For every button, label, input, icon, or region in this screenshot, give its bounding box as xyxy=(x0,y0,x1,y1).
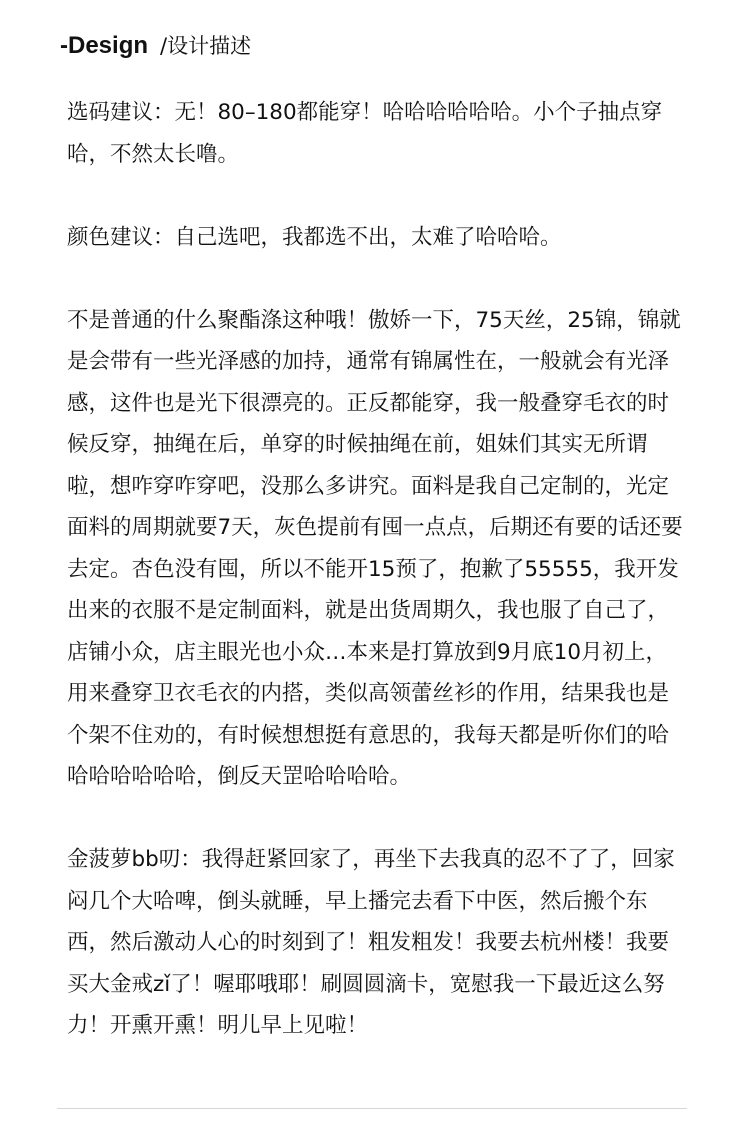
size-advice-paragraph: 选码建议：无！80–180都能穿！哈哈哈哈哈哈。小个子抽点穿哈，不然太长噜。 xyxy=(67,100,663,167)
section-header xyxy=(60,30,251,70)
description-body xyxy=(67,92,685,1047)
header-title: -Design xyxy=(60,32,149,59)
color-advice-paragraph: 颜色建议：自己选吧，我都选不出，太难了哈哈哈。 xyxy=(67,224,562,250)
bottom-divider xyxy=(57,1108,687,1109)
fabric-description-paragraph: 不是普通的什么聚酯涤这种哦！傲娇一下，75天丝，25锦，锦就是会带有一些光泽感的加持，通常有锦属性在，一般就会有光泽感，这件也是光下很漂亮的。正反都能穿，我一般叠穿毛衣的时候反穿，抽绳在后，单穿的时候抽绳在前，姐妹们其实无所谓啦，想咋穿咋穿吧，没那么多讲究。面料是我自己定制的，光定面料的周期就要7天，灰色提前有囤一点点，后期还有要的话还要去定。杏色没有囤，所以不能开15预了，抱歉了55555，我开发出来的衣服不是定制面料，就是出货周期久，我也服了自己了，店铺小众，店主眼光也小众…本来是打算放到9月底10月初上，用来叠穿卫衣毛衣的内搭，类似高领蕾丝衫的作用，结果我也是个架不住劝的，有时候想想挺有意思的，我每天都是听你们的哈哈哈哈哈哈哈，倒反天罡哈哈哈哈。 xyxy=(67,307,683,789)
author-note-paragraph: 金菠萝bb叨：我得赶紧回家了，再坐下去我真的忍不了了，回家闷几个大哈啤，倒头就睡，早上播完去看下中医，然后搬个东西，然后激动人心的时刻到了！粗发粗发！我要去杭州楼！我要买大金戒zǐ了！喔耶哦耶！刷圆圆滴卡，宽慰我一下最近这么努力！开熏开熏！明儿早上见啦！ xyxy=(67,847,675,1038)
header-subtitle: /设计描述 xyxy=(160,34,252,58)
